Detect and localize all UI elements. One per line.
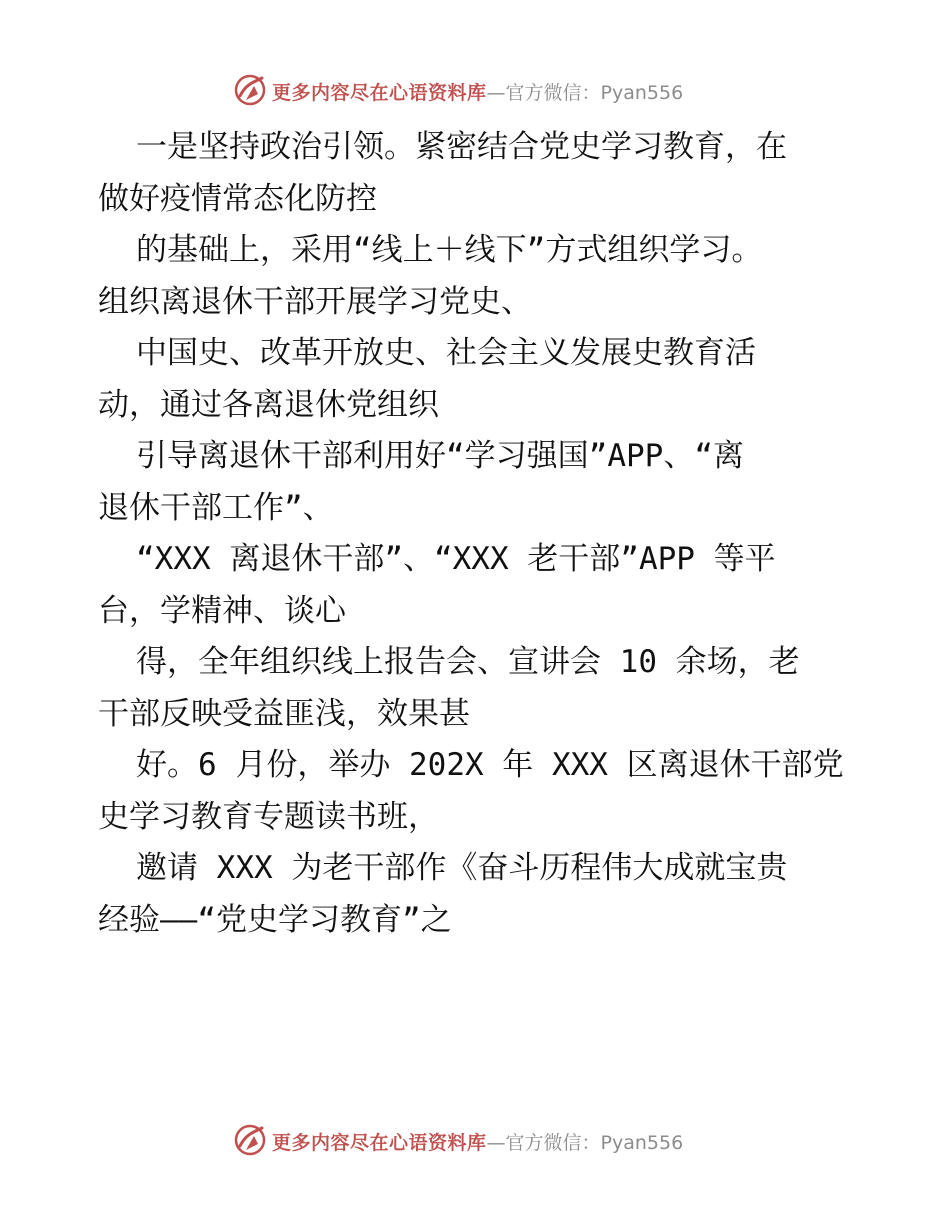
paragraph-line: 中国史、改革开放史、社会主义发展史教育活 (136, 335, 756, 371)
paragraph-line: 退休干部工作”、 (98, 489, 334, 526)
header-watermark (232, 70, 732, 110)
paragraph-line: 一是坚持政治引领。紧密结合党史学习教育，在 (136, 129, 787, 165)
ribbon-logo-icon (232, 1120, 272, 1160)
paragraph-line: 动，通过各离退休党组织 (98, 386, 439, 423)
paragraph-line: 好。6 月份，举办 202X 年 XXX 区离退休干部党 (136, 747, 844, 783)
paragraph-line: 做好疫情常态化防控 (98, 180, 377, 217)
paragraph-line: 史学习教育专题读书班， (98, 798, 439, 835)
paragraph-line: 引导离退休干部利用好“学习强国”APP、“离 (136, 438, 744, 474)
paragraph-line: 邀请 XXX 为老干部作《奋斗历程伟大成就宝贵 (136, 850, 788, 886)
ribbon-logo-icon (232, 70, 272, 110)
paragraph-line: 组织离退休干部开展学习党史、 (98, 283, 532, 320)
paragraph-line: 台，学精神、谈心 (98, 592, 346, 629)
paragraph-line: 的基础上，采用“线上＋线下”方式组织学习。 (136, 232, 763, 268)
document-body (98, 122, 858, 946)
footer-watermark (232, 1120, 732, 1160)
paragraph-line: 干部反映受益匪浅，效果甚 (98, 695, 470, 732)
paragraph-line: 经验——“党史学习教育”之 (98, 901, 452, 938)
paragraph-line: 得，全年组织线上报告会、宣讲会 10 余场，老 (136, 644, 800, 680)
watermark-text: 更多内容尽在心语资料库—官方微信：Pyan556 (272, 1132, 684, 1154)
watermark-text: 更多内容尽在心语资料库—官方微信：Pyan556 (272, 82, 684, 104)
paragraph-line: “XXX 离退休干部”、“XXX 老干部”APP 等平 (136, 541, 776, 577)
